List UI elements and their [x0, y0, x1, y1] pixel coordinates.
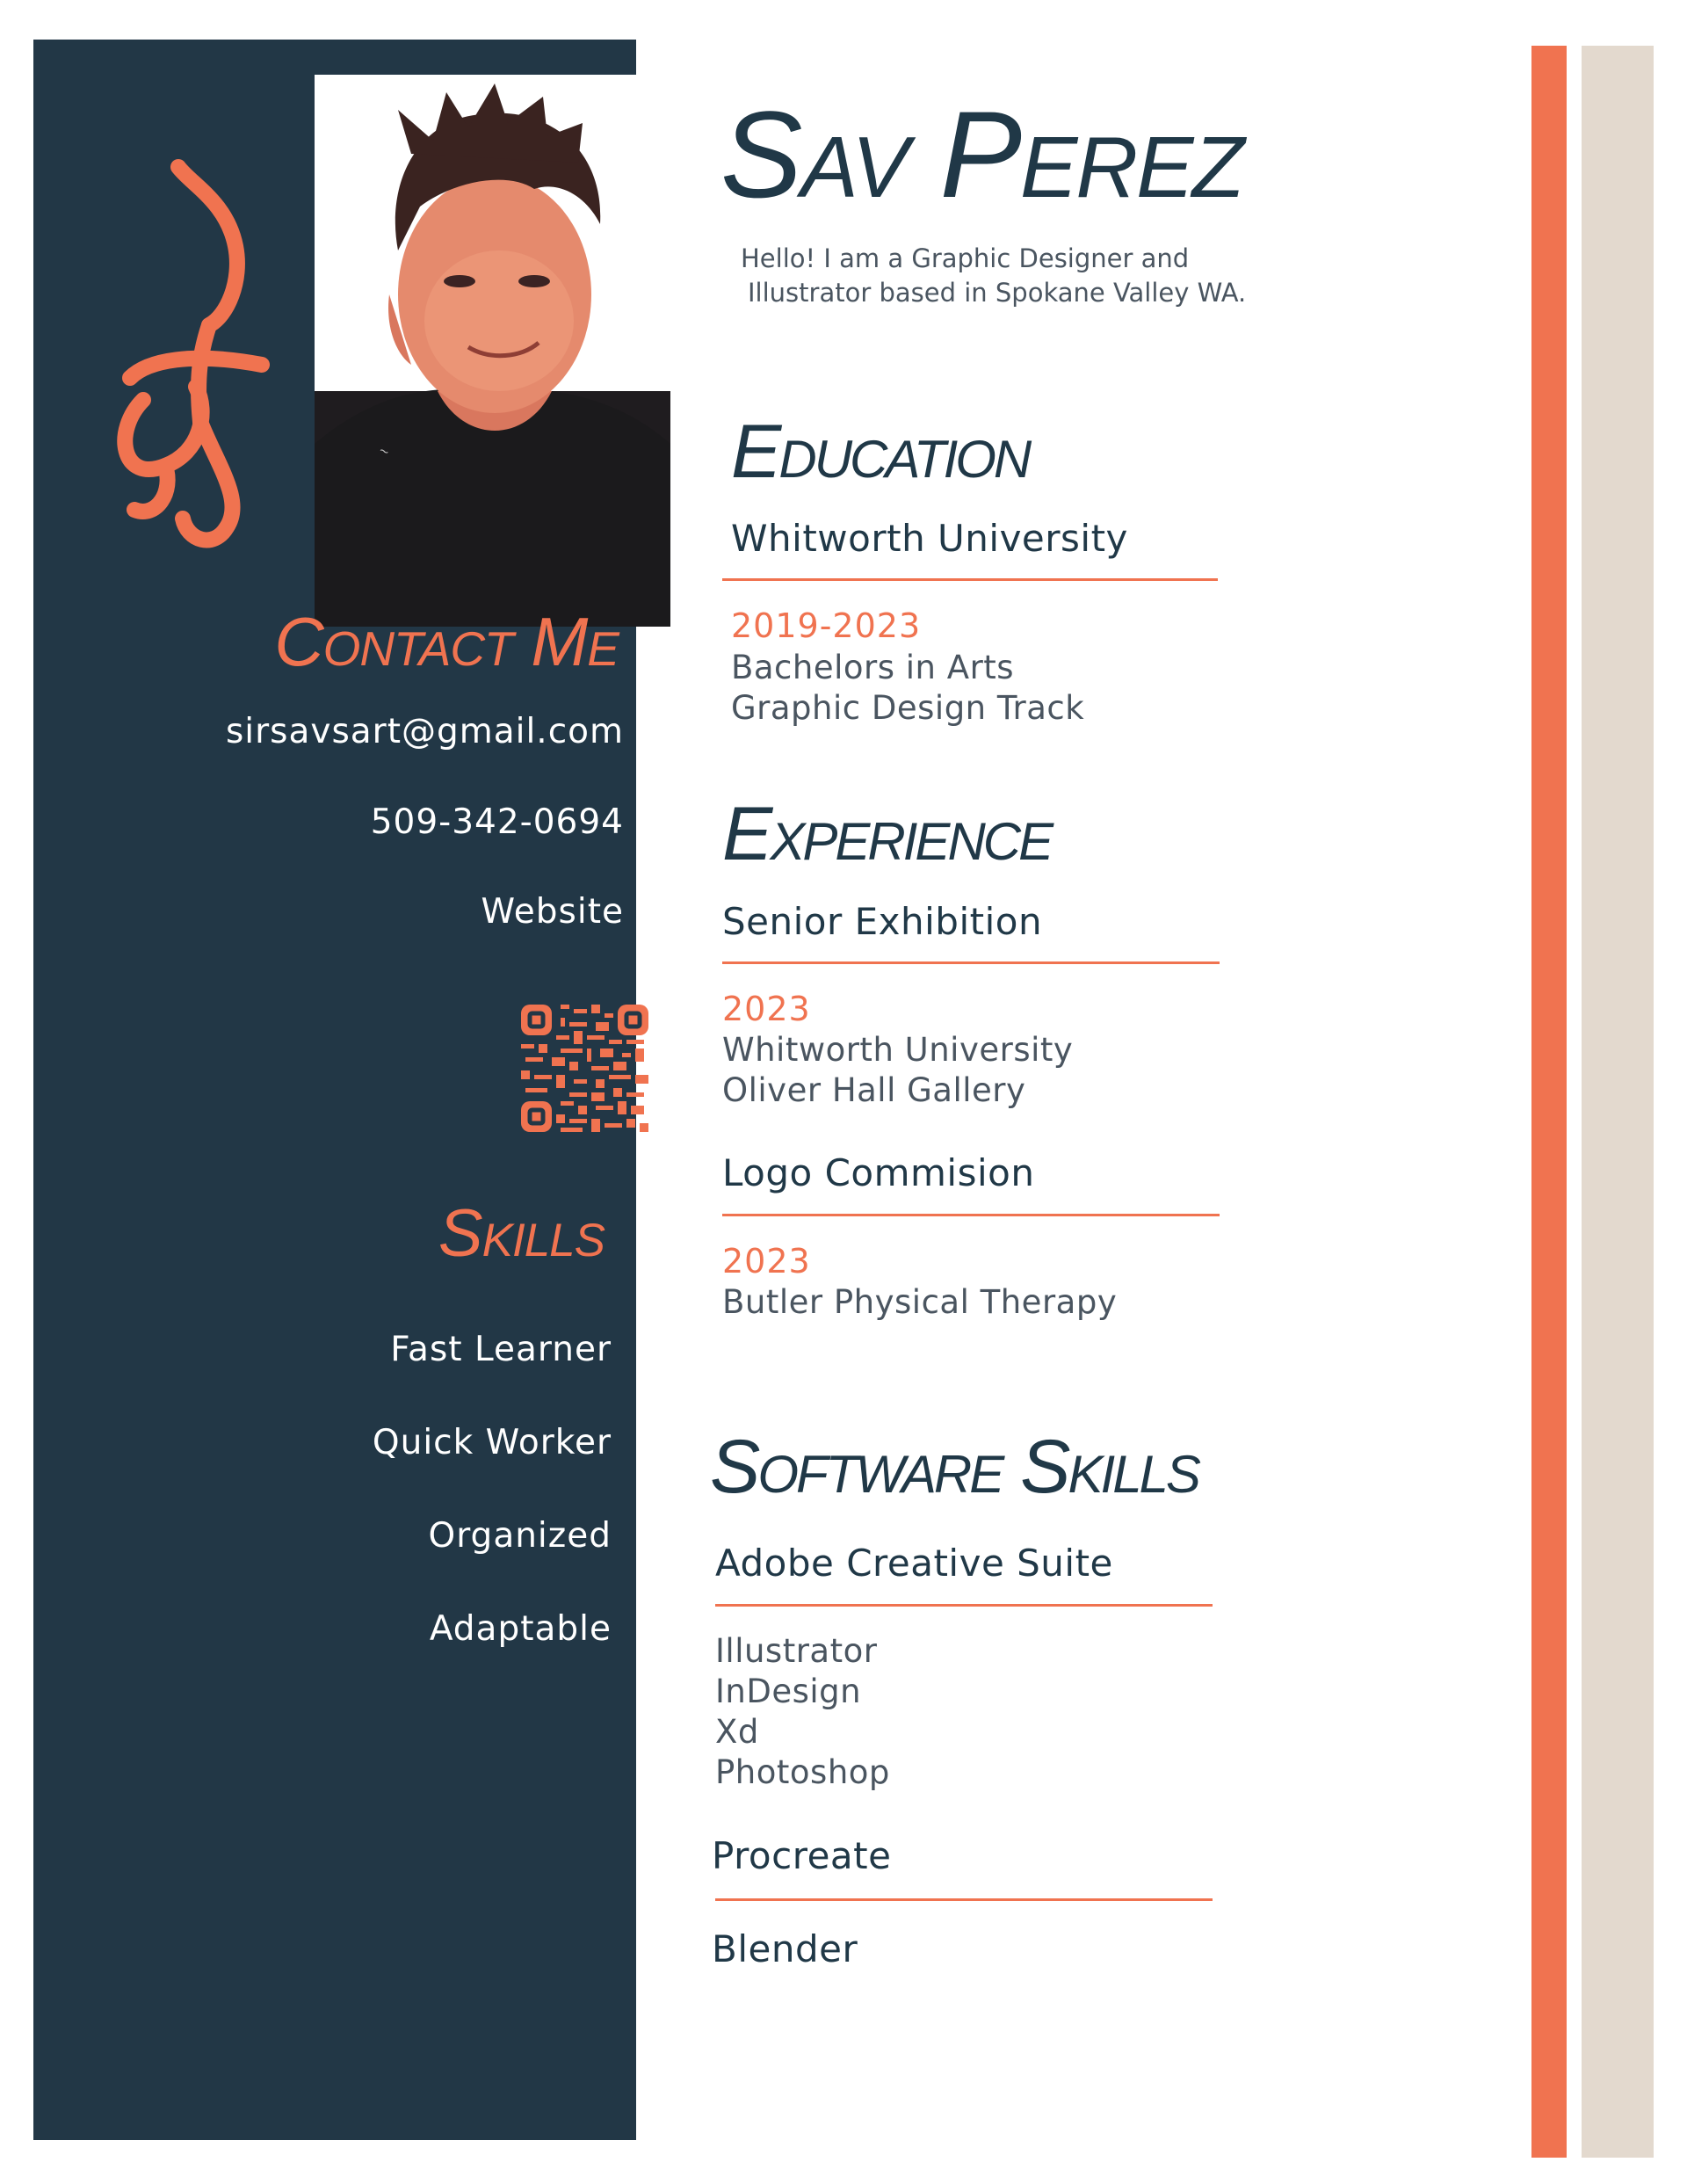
profile-photo: [315, 75, 670, 627]
software-blender: Blender: [712, 1927, 858, 1970]
experience-line: Whitworth University: [722, 1031, 1074, 1069]
skill-item: Quick Worker: [372, 1423, 612, 1462]
beige-stripe: [1582, 46, 1654, 2158]
software-app: Photoshop: [715, 1753, 890, 1791]
software-procreate: Procreate: [712, 1834, 892, 1877]
experience-line: Oliver Hall Gallery: [722, 1071, 1026, 1109]
page-title: Sav Perez: [720, 85, 1243, 223]
divider: [722, 1214, 1220, 1216]
skills-heading: Skills: [438, 1196, 605, 1271]
website-link[interactable]: Website: [481, 892, 624, 932]
divider: [715, 1604, 1213, 1607]
software-app: Xd: [715, 1713, 759, 1751]
skill-item: Organized: [428, 1516, 612, 1556]
divider: [715, 1898, 1213, 1901]
software-app: InDesign: [715, 1672, 862, 1710]
intro-text: [741, 242, 1312, 310]
education-detail: [731, 648, 1084, 729]
software-app: Illustrator: [715, 1632, 878, 1670]
divider: [722, 961, 1220, 964]
intro-line: Illustrator based in Spokane Valley WA.: [748, 278, 1247, 308]
education-heading: Education: [731, 410, 1030, 494]
software-suite: Adobe Creative Suite: [715, 1542, 1113, 1585]
experience-title: Logo Commision: [722, 1151, 1035, 1194]
intro-line: Hello! I am a Graphic Designer and: [741, 243, 1190, 273]
software-heading: Software Skills: [710, 1425, 1198, 1509]
education-degree: Bachelors in Arts: [731, 649, 1015, 686]
experience-year: 2023: [722, 1242, 811, 1281]
skill-item: Fast Learner: [390, 1330, 612, 1369]
svg-text:~: ~: [376, 443, 392, 461]
divider: [722, 578, 1218, 581]
experience-title: Senior Exhibition: [722, 900, 1043, 943]
experience-line: Butler Physical Therapy: [722, 1283, 1118, 1321]
qr-code-icon[interactable]: [521, 1005, 648, 1132]
experience-detail: [722, 1030, 1073, 1111]
education-track: Graphic Design Track: [731, 689, 1085, 727]
education-years: 2019-2023: [731, 606, 922, 645]
sidebar: [33, 40, 636, 2140]
experience-heading: Experience: [722, 792, 1052, 876]
contact-phone[interactable]: 509-342-0694: [370, 802, 624, 842]
education-school: Whitworth University: [731, 517, 1128, 560]
signature-icon: [95, 149, 297, 554]
experience-detail: [722, 1282, 1117, 1323]
skill-item: Adaptable: [429, 1609, 612, 1649]
contact-email[interactable]: sirsavsart@gmail.com: [225, 712, 624, 751]
software-app-list: [715, 1631, 890, 1793]
experience-year: 2023: [722, 990, 811, 1028]
orange-stripe: [1531, 46, 1567, 2158]
contact-heading: Contact Me: [274, 603, 619, 680]
